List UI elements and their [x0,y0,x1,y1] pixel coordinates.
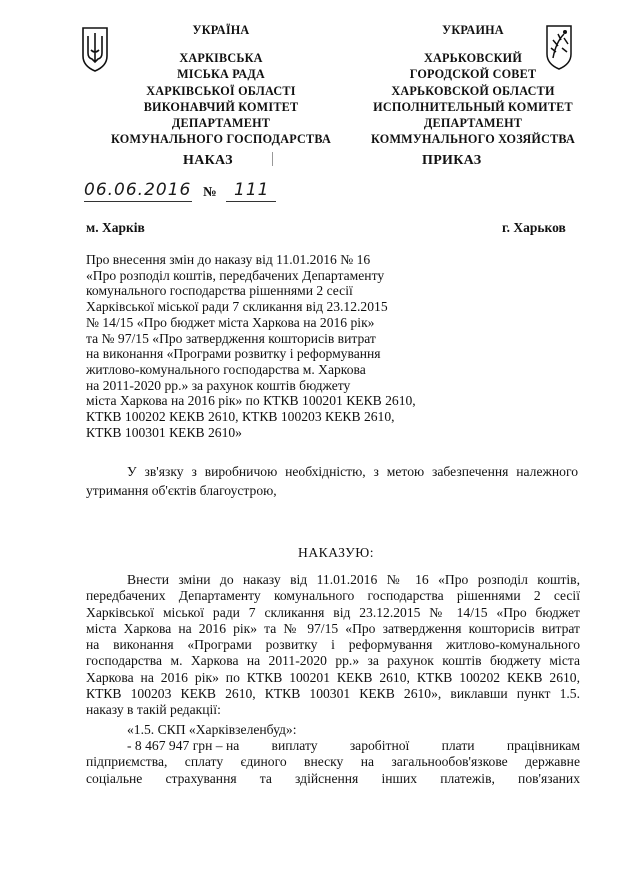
subject-line: та № 97/15 «Про затвердження кошторисів витрат [86,330,376,346]
body-line: КТКВ 100203 КЕКВ 2610, КТКВ 100301 КЕКВ 2610», виклавши пункт 1.5. [86,686,580,702]
handwritten-number: 111 [234,180,270,200]
handwritten-date: 06.06.2016 [84,180,192,200]
payment-word: працівникам [506,737,580,753]
order-title-ua: НАКАЗ [183,153,233,168]
header-right-country: УКРАИНА [442,23,504,37]
separator-tick [272,152,273,166]
header-right-line: ДЕПАРТАМЕНТ [423,116,523,131]
payment-word: виплату [271,737,318,753]
subject-line: Про внесення змін до наказу від 11.01.2016 № 16 [86,252,371,267]
subject-line: на виконання «Програми розвитку і реформування [86,346,381,362]
body-line: наказу в такій редакції: [86,702,221,718]
payment-word: - 8 467 947 грн – на [127,737,240,753]
item-title: «1.5. СКП «Харківзеленбуд»: [127,721,297,737]
city-ua: м. Харків [86,220,145,235]
header-left-line: ХАРКІВСЬКОЇ ОБЛАСТІ [146,83,296,98]
body-line: господарства м. Харкова на 2011-2020 рр.» за рахунок коштів бюджету міста [86,653,580,669]
header-right-line: ХАРЬКОВСКИЙ [423,51,523,66]
order-title-ru: ПРИКАЗ [422,153,482,168]
subject-line: міста Харкова на 2016 рік» по КТКВ 100201 КЕКВ 2610, [86,393,416,409]
header-left-line: КОМУНАЛЬНОГО ГОСПОДАРСТВА [111,132,331,147]
date-underline [84,201,192,202]
body-line: Харкова на 2016 рік» по КТКВ 100201 КЕКВ 2610, КТКВ 100202 КЕКВ 2610, [86,669,580,685]
preamble [86,462,578,500]
subject-line: комунального господарства рішеннями 2 сесії [86,283,353,299]
subject-line: Харківської міської ради 7 скликання від 23.12.2015 [86,299,388,315]
kharkiv-city-emblem-icon [544,24,574,70]
header-left-line: МІСЬКА РАДА [177,67,265,82]
order-body [86,572,580,787]
header-right-line: КОММУНАЛЬНОГО ХОЗЯЙСТВА [371,132,575,147]
payment-word: плати [441,737,475,753]
header-left-line: ДЕПАРТАМЕНТ [171,116,271,131]
header-right-line: ГОРОДСКОЙ СОВЕТ [409,67,537,82]
subject-line: № 14/15 «Про бюджет міста Харкова на 2016 рік» [86,314,375,330]
header-right-line: ИСПОЛНИТЕЛЬНЫЙ КОМИТЕТ [373,99,573,114]
preamble-line: утримання об'єктів благоустрою, [86,483,277,498]
body-line: міста Харкова на 2016 рік» та № 97/15 «Про затвердження кошторисів витрат [86,620,580,636]
body-line: Харківської міської ради 7 скликання від 23.12.2015 № 14/15 «Про бюджет [86,604,580,620]
order-subject [86,252,486,440]
header-left [92,22,350,147]
subject-line: КТКВ 100301 КЕКВ 2610» [86,424,242,440]
city-ru: г. Харьков [502,220,566,235]
body-line: на виконання «Програми розвитку і реформування житлово-комунального [86,637,580,653]
payment-line: соціальне страхування та здійснення інших платежів, пов'язаних [86,770,580,786]
header-left-line: ХАРКІВСЬКА [179,51,263,66]
header-left-line: ВИКОНАВЧИЙ КОМІТЕТ [143,99,299,114]
header-left-country: УКРАЇНА [192,23,250,37]
subject-line: «Про розподіл коштів, передбачених Департаменту [86,267,385,283]
body-line: передбачених Департаменту комунального господарства рішеннями 2 сесії [86,588,580,604]
payment-word: заробітної [349,737,410,753]
header-right-line: ХАРЬКОВСКОЙ ОБЛАСТИ [391,83,555,98]
date-number-line [84,180,294,206]
number-label: № [203,184,217,199]
number-underline [226,201,276,202]
payment-line: підприємства, сплату єдиного внеску на загальнообов'язкове державне [86,754,580,770]
subject-line: житлово-комунального господарства м. Харкова [86,361,366,377]
subject-line: КТКВ 100202 КЕКВ 2610, КТКВ 100203 КЕКВ 2610, [86,409,395,425]
payment-first-line [86,738,580,754]
preamble-line: У зв'язку з виробничою необхідністю, з метою забезпечення належного [127,464,578,479]
body-line: Внести зміни до наказу від 11.01.2016 № 16 «Про розподіл коштів, [127,572,580,587]
subject-line: на 2011-2020 рр.» за рахунок коштів бюджету [86,377,351,393]
order-heading: НАКАЗУЮ: [298,545,375,560]
